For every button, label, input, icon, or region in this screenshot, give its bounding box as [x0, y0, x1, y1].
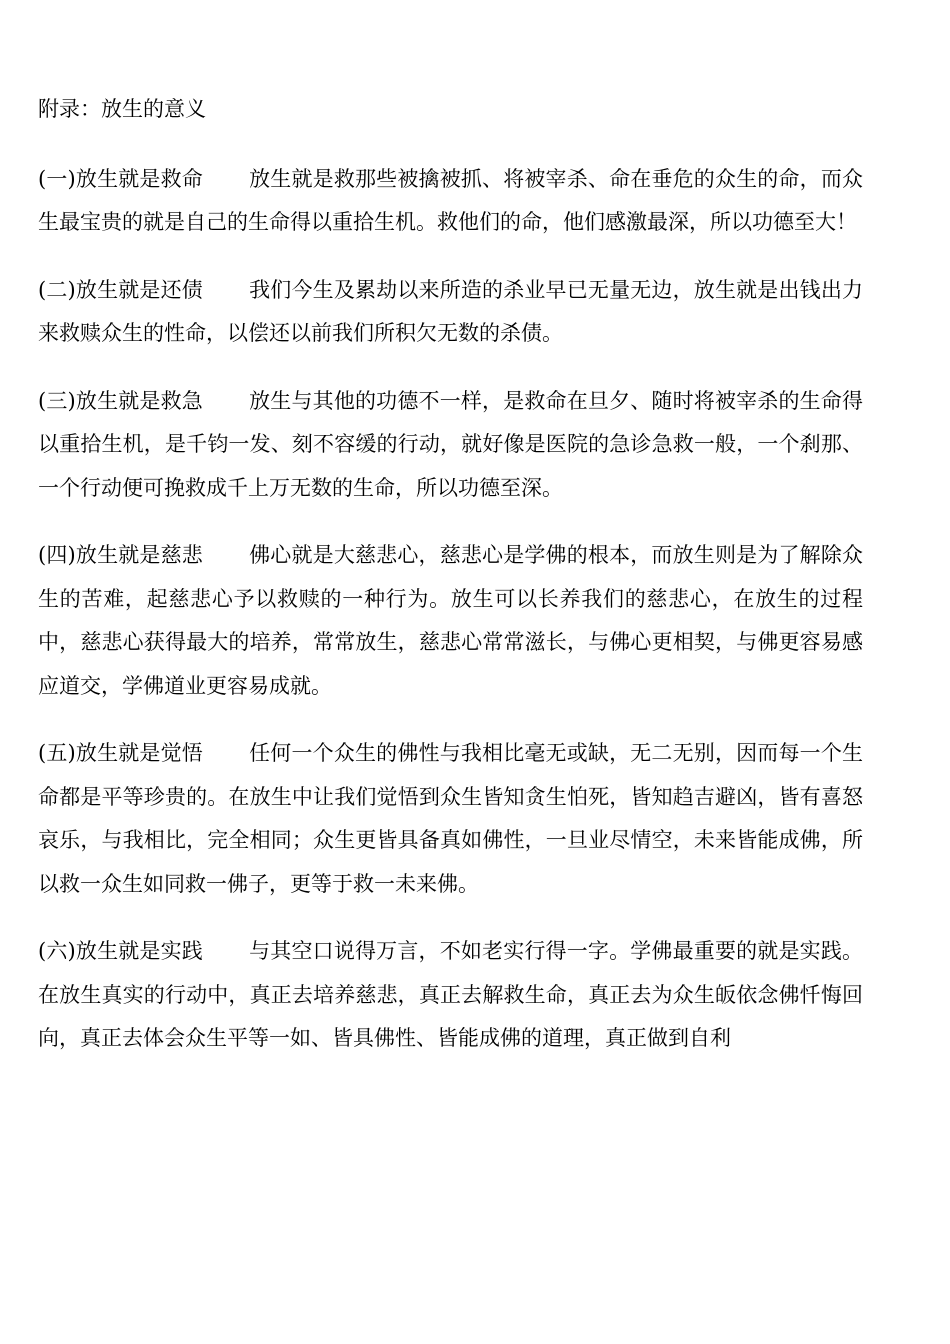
section-heading: (四)放生就是慈悲 — [38, 543, 203, 567]
section-1 — [38, 158, 863, 245]
section-body: 我们今生及累劫以来所造的杀业早已无量无边，放生就是出钱出力来救赎众生的性命，以偿还以前我们所积欠无数的杀债。 — [38, 277, 863, 345]
section-5 — [38, 732, 863, 906]
section-body: 放生与其他的功德不一样，是救命在旦夕、随时将被宰杀的生命得以重拾生机，是千钧一发、刻不容缓的行动，就好像是医院的急诊急救一般，一个刹那、一个行动便可挽救成千上万无数的生命，所以功德至深。 — [38, 388, 863, 500]
section-heading: (五)放生就是觉悟 — [38, 741, 203, 765]
document-title: 附录：放生的意义 — [38, 97, 206, 121]
section-body: 放生就是救那些被擒被抓、将被宰杀、命在垂危的众生的命，而众生最宝贵的就是自己的生命得以重拾生机。救他们的命，他们感激最深，所以功德至大！ — [38, 166, 863, 234]
document-content — [38, 88, 863, 1085]
section-body: 佛心就是大慈悲心，慈悲心是学佛的根本，而放生则是为了解除众生的苦难，起慈悲心予以救赎的一种行为。放生可以长养我们的慈悲心，在放生的过程中，慈悲心获得最大的培养，常常放生，慈悲心常常滋长，与佛心更相契，与佛更容易感应道交，学佛道业更容易成就。 — [38, 543, 863, 698]
section-4 — [38, 534, 863, 708]
section-heading: (二)放生就是还债 — [38, 277, 203, 302]
section-6 — [38, 930, 863, 1061]
section-heading: (三)放生就是救急 — [38, 388, 203, 413]
section-body: 与其空口说得万言，不如老实行得一字。学佛最重要的就是实践。在放生真实的行动中，真正去培养慈悲，真正去解救生命，真正去为众生皈依念佛忏悔回向，真正去体会众生平等一如、皆具佛性、皆能成佛的道理，真正做到自利 — [38, 939, 863, 1050]
section-3 — [38, 380, 863, 511]
section-body: 任何一个众生的佛性与我相比毫无或缺，无二无别，因而每一个生命都是平等珍贵的。在放生中让我们觉悟到众生皆知贪生怕死，皆知趋吉避凶，皆有喜怒哀乐，与我相比，完全相同；众生更皆具备真如佛性，一旦业尽情空，未来皆能成佛，所以救一众生如同救一佛子，更等于救一未来佛。 — [38, 741, 863, 896]
section-heading: (六)放生就是实践 — [38, 939, 203, 963]
section-2 — [38, 269, 863, 356]
section-heading: (一)放生就是救命 — [38, 166, 203, 191]
